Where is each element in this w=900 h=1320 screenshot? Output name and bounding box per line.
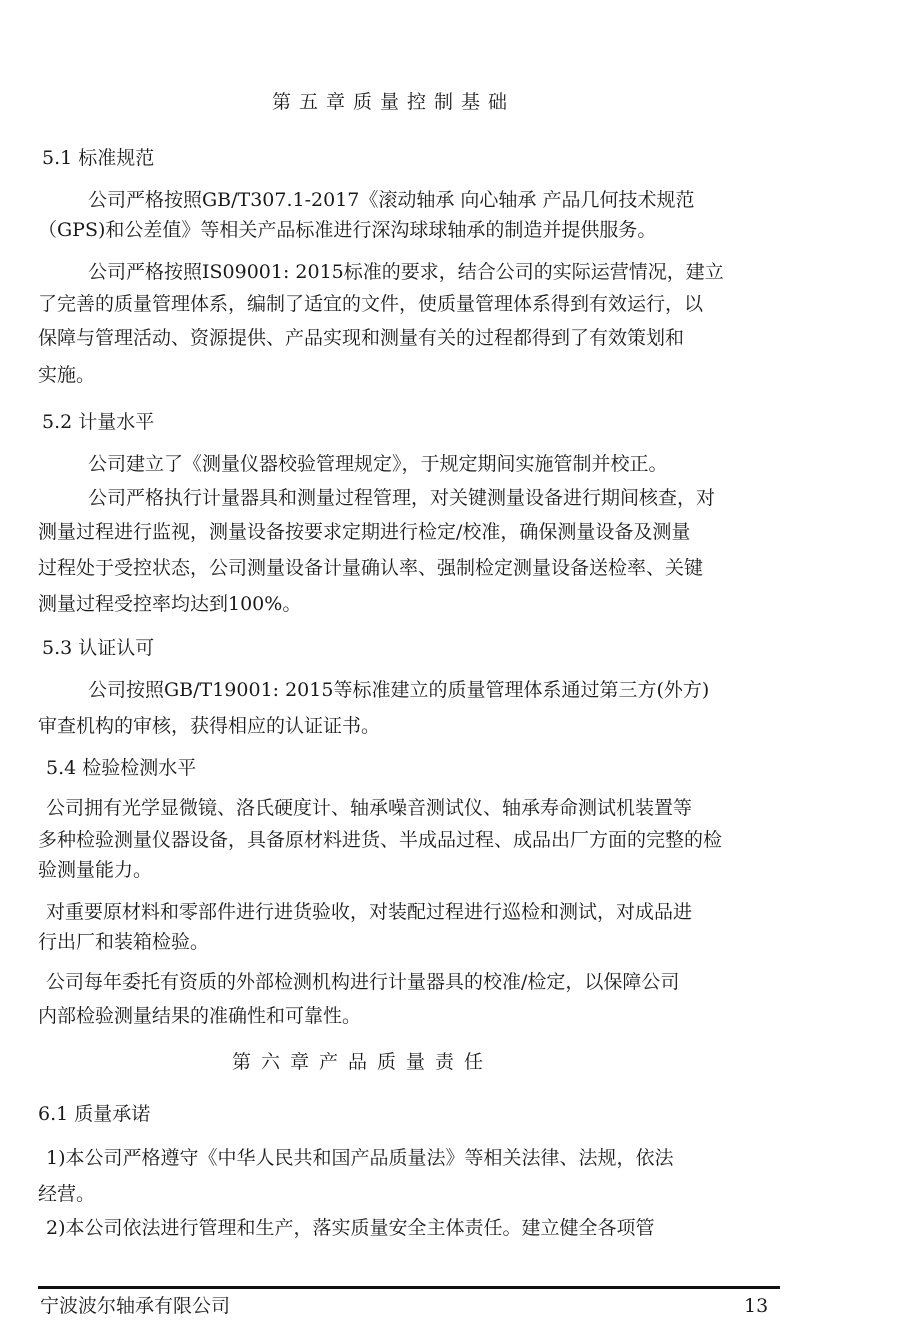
paragraph-line: （GPS)和公差值》等相关产品标准进行深沟球球轴承的制造并提供服务。 [38,219,657,241]
section-5-2-heading: 5.2 计量水平 [42,411,155,433]
paragraph-line: 公司严格按照IS09001: 2015标准的要求，结合公司的实际运营情况，建立 [88,261,724,283]
paragraph-line: 测量过程进行监视，测量设备按要求定期进行检定/校准，确保测量设备及测量 [38,521,691,543]
paragraph-line: 公司按照GB/T19001: 2015等标准建立的质量管理体系通过第三方(外方) [88,679,710,701]
paragraph-line: 公司每年委托有资质的外部检测机构进行计量器具的校准/检定，以保障公司 [46,971,680,993]
footer-divider [38,1286,780,1289]
paragraph-line: 对重要原材料和零部件进行进货验收，对装配过程进行巡检和测试，对成品进 [46,901,693,923]
paragraph-line: 测量过程受控率均达到100%。 [38,593,302,615]
paragraph-line: 实施。 [38,364,96,386]
section-5-4-heading: 5.4 检验检测水平 [46,757,197,779]
paragraph-line: 过程处于受控状态，公司测量设备计量确认率、强制检定测量设备送检率、关键 [38,557,704,579]
paragraph-line: 验测量能力。 [38,859,153,881]
paragraph-line: 1)本公司严格遵守《中华人民共和国产品质量法》等相关法律、法规，依法 [46,1147,674,1169]
paragraph-line: 公司严格按照GB/T307.1-2017《滚动轴承 向心轴承 产品几何技术规范 [88,189,695,211]
paragraph-line: 内部检验测量结果的准确性和可靠性。 [38,1005,362,1027]
paragraph-line: 审查机构的审核，获得相应的认证证书。 [38,715,381,737]
paragraph-line: 了完善的质量管理体系，编制了适宜的文件，使质量管理体系得到有效运行，以 [38,293,704,315]
section-6-1-heading: 6.1 质量承诺 [38,1103,151,1125]
paragraph-line: 多种检验测量仪器设备，具备原材料进货、半成品过程、成品出厂方面的完整的检 [38,829,723,851]
paragraph-line: 公司拥有光学显微镜、洛氏硬度计、轴承噪音测试仪、轴承寿命测试机装置等 [46,797,693,819]
paragraph-line: 经营。 [38,1183,96,1205]
chapter5-title: 第五章质量控制基础 [272,91,516,113]
paragraph-line: 公司建立了《测量仪器校验管理规定》，于规定期间实施管制并校正。 [88,453,668,475]
page-number: 13 [744,1295,769,1317]
section-5-3-heading: 5.3 认证认可 [42,637,155,659]
paragraph-line: 保障与管理活动、资源提供、产品实现和测量有关的过程都得到了有效策划和 [38,327,685,349]
paragraph-line: 行出厂和装箱检验。 [38,931,210,953]
paragraph-line: 公司严格执行计量器具和测量过程管理，对关键测量设备进行期间核查，对 [88,487,716,509]
footer-company-name: 宁波波尔轴承有限公司 [40,1295,231,1317]
chapter6-title: 第六章产品质量责任 [232,1051,494,1073]
paragraph-line: 2)本公司依法进行管理和生产，落实质量安全主体责任。建立健全各项管 [46,1217,655,1239]
section-5-1-heading: 5.1 标准规范 [42,147,155,169]
